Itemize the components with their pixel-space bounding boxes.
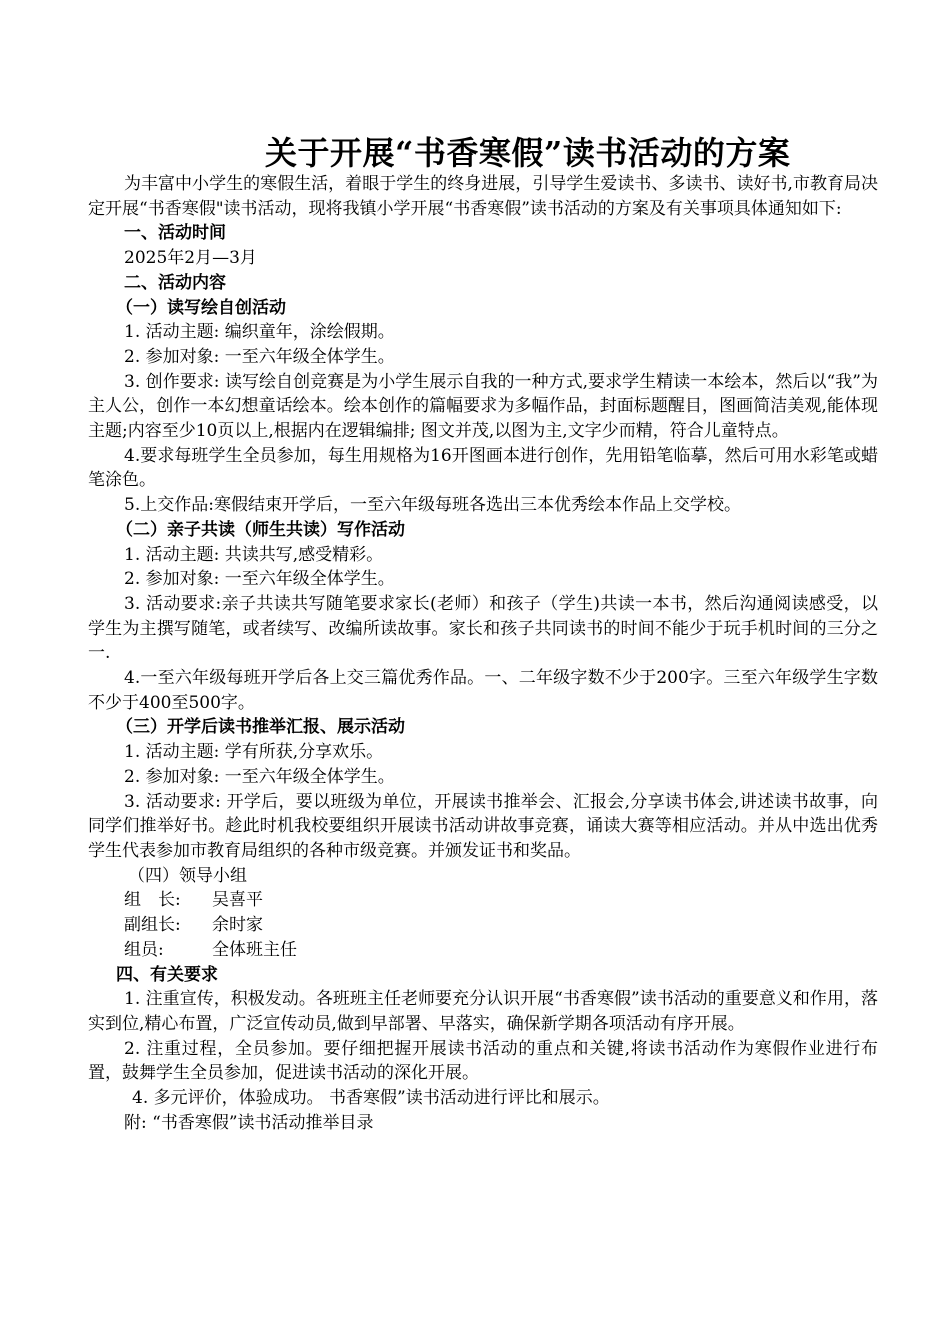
list-item: 2. 参加对象: 一至六年级全体学生。 — [124, 766, 395, 787]
document-title: 关于开展“书香寒假”读书活动的方案 — [265, 134, 791, 172]
list-item: 1. 活动主题: 编织童年，涂绘假期。 — [124, 322, 395, 343]
list-item: 2. 参加对象: 一至六年级全体学生。 — [124, 569, 395, 590]
section-heading-time: 一、活动时间 — [124, 223, 226, 244]
leader-name: 吴喜平 — [212, 890, 263, 911]
members-role: 组员: — [124, 939, 164, 960]
members-row — [88, 938, 878, 963]
subsection-heading-1: （一）读写绘自创活动 — [116, 297, 286, 318]
intro-paragraph: 为丰富中小学生的寒假生活，着眼于学生的终身进展，引导学生爱读书、多读书、读好书,市教育局决定开展“书香寒假"读书活动，现将我镇小学开展“书香寒假”读书活动的方案及有关事项具体通知如下: — [88, 174, 878, 219]
list-item: 1. 活动主题: 学有所获,分享欢乐。 — [124, 742, 384, 763]
deputy-name: 余时家 — [212, 915, 263, 936]
list-item: 1. 注重宣传，积极发动。各班班主任老师要充分认识开展“书香寒假”读书活动的重要意义和作用，落实到位,精心布置，广泛宣传动员,做到早部署、早落实，确保新学期各项活动有序开展。 — [88, 989, 878, 1034]
list-item: 4.一至六年级每班开学后各上交三篇优秀作品。一、二年级字数不少于200字。三至六年级学生字数不少于400至500字。 — [88, 668, 878, 713]
list-item: 2. 注重过程，全员参加。要仔细把握开展读书活动的重点和关键,将读书活动作为寒假作业进行布置，鼓舞学生全员参加，促进读书活动的深化开展。 — [88, 1038, 878, 1084]
subsection-heading-4: （四）领导小组 — [128, 865, 247, 886]
members-name: 全体班主任 — [212, 939, 297, 960]
subsection-heading-2: （二）亲子共读（师生共读）写作活动 — [116, 519, 405, 540]
leader-row — [88, 888, 878, 913]
leader-role: 组 长: — [124, 890, 181, 911]
list-item: 4. 多元评价，体验成功。 书香寒假”读书活动进行评比和展示。 — [132, 1088, 610, 1109]
section-time-text: 2025年2月—3月 — [124, 248, 257, 269]
deputy-row — [88, 913, 878, 938]
document-body — [88, 172, 878, 1135]
list-item: 3. 活动要求: 开学后，要以班级为单位，开展读书推举会、汇报会,分享读书体会,讲述读书故事，向同学们推举好书。趁此时机我校要组织开展读书活动讲故事竞赛，诵读大赛等相应活动。并从中选出优秀学生代表参加市教育局组织的各种市级竞赛。并颁发证书和奖品。 — [88, 791, 878, 861]
list-item: 3. 创作要求: 读写绘自创竞赛是为小学生展示自我的一种方式,要求学生精读一本绘本，然后以“我”为主人公，创作一本幻想童话绘本。绘本创作的篇幅要求为多幅作品，封面标题醒目，图画简洁美观,能体现主题;内容至少10页以上,根据内在逻辑编排; 图文并茂,以图为主,文字少而精，符合儿童特点。 — [88, 371, 878, 442]
section-heading-requirements: 四、有关要求 — [116, 964, 218, 985]
list-item: 4.要求每班学生全员参加，每生用规格为16开图画本进行创作，先用铅笔临摹，然后可用水彩笔或蜡笔涂色。 — [88, 445, 878, 491]
attachment-note: 附: “书香寒假”读书活动推举目录 — [124, 1112, 374, 1133]
section-heading-content: 二、活动内容 — [124, 272, 226, 293]
subsection-heading-3: （三）开学后读书推举汇报、展示活动 — [116, 717, 405, 738]
list-item: 2. 参加对象: 一至六年级全体学生。 — [124, 346, 395, 367]
list-item: 3. 活动要求:亲子共读共写随笔要求家长(老师）和孩子（学生)共读一本书，然后沟通阅读感受，以学生为主撰写随笔，或者续写、改编所读故事。家长和孩子共同读书的时间不能少于玩手机时间的三分之一. — [88, 593, 878, 664]
deputy-role: 副组长: — [124, 915, 181, 936]
list-item: 1. 活动主题: 共读共写,感受精彩。 — [124, 544, 384, 565]
list-item: 5.上交作品:寒假结束开学后，一至六年级每班各选出三本优秀绘本作品上交学校。 — [124, 495, 741, 516]
